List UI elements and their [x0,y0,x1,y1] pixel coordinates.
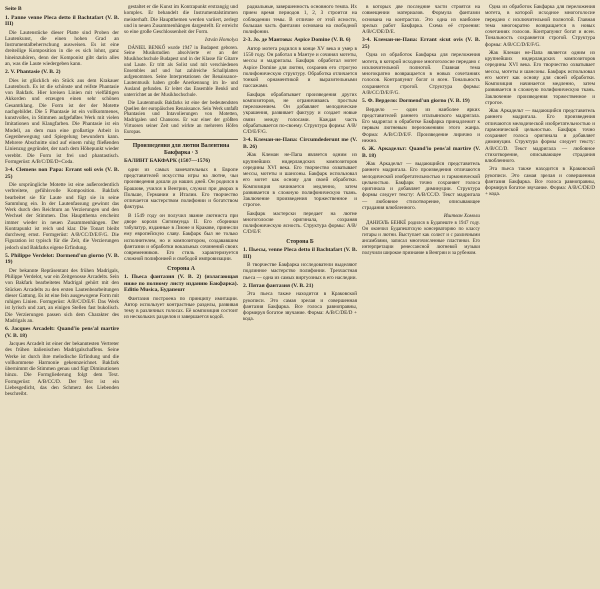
track-description: Die ursprüngliche Motette ist eine außerordentlich verbreitete, gefühlsvolle Komposition. Bakfark bearbeitet sie für Laute und fügt sie in seine Sammlung ein. In der Lautenfassung gewinnt das Werk durch den Reichtum an Verzierungen und den Wechsel der Stimmen. Das Hauptthema erscheint immer wieder in neuen Zusammenhängen. Der Kontrapunkt ist reich und klar. Die Tonart bleibt durchweg ernst. Formgerüst: A/B/CC/D/E/F/G. Die Figuration ist typisch für die Zeit, die Verzierungen jedoch sind Bakfarks eigene Erfindung. [5,182,119,251]
track-heading: 6. Jacques Arcadelt: Quand'io pens'al martire (V. B. 18) [5,326,119,339]
column-russian-1 [243,4,357,584]
body-paragraph: Эта пьеса также находится в Краковской рукописи. Это самая зрелая и совершенная фантазия Бакфарка. Все голоса равноправны, формируя богатое звучание. Форма: А/В/С/DE/D + кода. [485,166,595,198]
column-overflow [485,4,595,584]
body-paragraph: Жак Аркадельт — выдающийся представитель раннего мадригала. Его произведения отличаются мелодической изобретательностью и гармонической цельностью. Бакфарк точно сохраняет голоса оригинала и добавляет диминуции. Структура формы следует тексту: A/B/CC/D. Текст мадригала — любовное стихотворение, описывающее страдания влюбленного. [485,108,595,164]
track-heading: 1. Пьесы, venne Pleca detto il Bachtafart (V. B. III) [243,247,357,260]
track-heading: 2. Пятая фантазия (V. B. 21) [243,282,314,289]
track-description: В творчестве Бакфарка исследователи выделяют подлинное мастерство полифонии. Трехчастная пьеса — одна из самых виртуозных в его наследии. [243,262,357,281]
section-title: Произведения для лютни Валентина Бакфарка · 3 [132,143,230,156]
body-paragraph: В 1549 году он получил звание лютниста при дворе короля Сигизмунда II. Его сборники табулатур, изданные в Лионе и Кракове, принесли ему европейскую славу. Бакфарк был не только исполнителем, но и композитором, создававшим фантазии и обработки вокальных сочинений своих современников. Его стиль характеризуется сложной полифонией и свободой импровизации. [124,212,238,263]
track-heading: 3-4. Клеман-не-Папа: Errant sicut ovis (V. B. 25) [362,37,480,50]
column-russian-2 [362,4,480,584]
body-paragraph: Жак Клеман не-Папа является одним из крупнейших нидерландских композиторов середины XVI века. Его творчество охватывает мессы, мотеты и шансоны. Бакфарк использовал его мотет как основу для своей обработки. Композиция начинается медленно, затем развивается в сложную полифоническую ткань. Заключение произведения торжественное и строгое. [485,49,595,106]
track-description: Jacques Arcadelt ist einer der bekanntesten Vertreter des frühen italienischen Madrigalschaffens. Seine Werke ist durch ihre melodische Erfindung und die vollkommene Harmonie gekennzeichnet. Bakfark übernimmt die Stimmen genau und fügt Diminutionen hinzu. Die Formgliederung folgt dem Text. Formgerüst: A/B/CC/D. Der Text ist ein Liebesgedicht, das den Schmerz des Liebenden beschreibt. [5,341,119,397]
track-description: Автор мотета родился в конце XV века и умер в 1550 году. Он работал в Мантуе и сочинял мотеты, мессы и мадригалы. Бакфарк обработал мотет Aspice Domine для лютни, сохранив его строгую полифоническую структуру. Обработка отличается тонкой орнаментикой и выразительными пассажами. [243,45,357,90]
track-heading: 1. Пьеса фантазия (V. B. 2) (излагающая ниже по полному листу изданию Бакфарка). Editio Musica, Будапешт [124,274,238,294]
track-heading: 3-4. Clemens non Papa: Errant soli ovis (V. B. 25) [5,167,119,180]
track-description: Бакфарк мастерски передает на лютне многоголосие оригинала, сохраняя полифоническую ясность. Структура формы: А/В/С/D/E/F. [243,210,357,236]
body-paragraph: в которых две последние части строятся на совмещении материалов. Формула фантазии основана на контрастах. Это одна из наиболее зрелых работ Бакфарка. Схема её строения: A/B/C/DE/D/E. [362,4,480,35]
track-heading: 3-4. Клеман-не-Папа: Circumdederunt me (V. B. 26) [243,137,357,150]
track-heading: 2. V. Phantasie (V. B. 2) [5,69,61,75]
track-heading: 5. Philippe Verdelot: Dormend'un giorno (V. B. 19) [5,252,119,266]
performer-bio: ДАНИЭЛЬ БЕНКЁ родился в Будапеште в 1947 году. Он окончил Будапештскую консерваторию по классу гитары и лютни. Выступает как солист и с различными ансамблями, записал многочисленные пластинки. Его интерпретации ренессансной лютневой музыки получили широкое признание в Венгрии и за рубежом. [362,221,480,256]
track-description: Вердело — один из наиболее ярких представителей раннего итальянского мадригала. Его мадригал в обработке Бакфарка принадлежит к первым лютневым переложениям этого жанра. Форма: А/В/С/D/E/F. Произведение лирично и нежно. [362,106,480,144]
divider [124,139,238,140]
track-description: Фантазия построена по принципу имитации. Автор использует контрастные разделы, развивая тему в различных голосах. Её композиция состоит из нескольких разделов и завершается кодой. [124,295,238,321]
column-german-1 [5,4,119,584]
composer-heading: БАЛИНТ БАКФАРК (1507—1576) [124,158,211,165]
track-description: Жак Клеман не-Папа является одним из крупнейших нидерландских композиторов середины XVI века. Его творчество охватывает мессы, мотеты и шансоны. Бакфарк использовал его мотет как основу для своей обработки. Композиция начинается медленно, затем развивается в сложную полифоническую ткань. Заключение произведения торжественное и строгое. [243,152,357,209]
track-description: Dies ist glücklich ein Stück aus dem Krakauer Lautenbuch. Es ist die schönste und reifste Phantasie von Bakfark. Hier kreisen Linien mit vielfältigen Akkorden und erzeugen einen sehr schönen Gesamtklang. Die Form ist der der Motette nachgebildet. Die 5 Phantasie ist ein vollkommenes, kunstvolles, in Stimmen aufgefaßtes Werk mit vielen Imitationen und Klangfarben. Die Phantasie ist ein Modell, an dem man eine großartige Arbeit in Gegenbewegung und Spiegelung bewundern kann. Mehrere Abschnitte sind auf einem ruhig fließenden Linienzug gegründet, der nach dem Höhepunkt wieder verebbt. Die Form ist frei und phantastisch. Formgerüst: A/B/C/DE/D+Coda. [5,77,119,165]
side-heading: Сторона Б [286,238,314,245]
side-label: Seite B [5,6,22,12]
track-description: Die Lautenstücke dieser Platte sind Proben der Lautenkunst, die einen hohen Grad an Instrumentalbeherrschung ausweisen. Es ist eine dreiteilige Komposition in die es sich lohnt, ganz hineinzuhören, denn der Komponist gibt darin alles an, was die Laute wiedergeben kann. [5,29,119,67]
track-description: Эта пьеса также находится в Краковской рукописи. Это самая зрелая и совершенная фантазия Бакфарка. Все голоса равноправны, формируя богатое звучание. Форма: А/В/С/DE/D + кода. [243,291,357,323]
track-description: Бакфарк обрабатывает произведения других композиторов, не ограничиваясь простым переложением. Он добавляет мелодические украшения, развивает фактуру и создает новые связи между голосами. Каждая часть обрабатывается по-своему. Структура формы: А/В/С/D/E/F/G. [243,91,357,135]
track-description: Der bekannte Repräsentant des frühen Madrigals, Philippe Verdelot, war ein Zeitgenosse Arcadelts. Sein von Bakfark bearbeitetes Madrigal gehört mit den Stücken Arcadelts zu den ersten Lautenbearbeitungen dieser Gattung. Es ist eine fein ausgewogene Form mit ruhigen Linien. Formgerüst: A/B/C/D/E/F. Das Werk ist lyrisch und zart, an einigen Stellen fast bukolisch. Die Verzierungen passen sich dem Charakter des Madrigals an. [5,267,119,324]
performer-bio: DÁNIEL BENKŐ wurde 1947 in Budapest geboren. Seine Musikstudien absolvierte er an der Musikhochschule Budapest und in der Klasse für Gitarre und Laute. Er tritt als Solist und mit verschiedenen Ensembles auf und hat zahlreiche Schallplatten aufgenommen. Seine Interpretationen der Renaissance-Lautenmusik haben große Anerkennung im In- und Ausland gefunden. Er leitet das Ensemble Benkő und unterrichtet an der Musikhochschule. [124,45,238,98]
track-description: Одна из обработок Бакфарка для переложения мотета, в которой исходное многоголосие передано с исключительной полнотой. Главная тема многократно возвращается в новых сочетаниях голосов. Контрапункт богат и ясен. Тональность сохраняется строгой. Структура формы: A/B/CC/D/E/F/G. [362,52,480,96]
track-heading: 1. Pannе venne Pleca detto il Bachtafart (V. B. III) [5,14,119,27]
side-heading: Сторона А [167,265,195,272]
track-heading: 2-3. Jo. де Мантова: Aspice Domine (V. B. 6) [243,37,351,44]
body-paragraph: одни из самых замечательных в Европе представителей искусства игры на лютне, чьи произведения дошли до наших дней. Он родился в Брашове, учился в Венгрии, служил при дворах в Польше, Германии и Италии. Его творчество отличается мастерством полифонии и богатством фактуры. [124,166,238,211]
author-signature: István Homolya [205,37,238,44]
body-paragraph: радиальные, завершенность основного темпа. Их прием время периодов 1, 2, 3 строится на соблюдении темы. В отличие от этой ясности, большая часть фантазии основана на свободной полифонии. [243,4,357,35]
track-description: Жак Аркадельт — выдающийся представитель раннего мадригала. Его произведения отличаются мелодической изобретательностью и гармонической цельностью. Бакфарк точно сохраняет голоса оригинала и добавляет диминуции. Структура формы следует тексту: A/B/CC/D. Текст мадригала — любовное стихотворение, описывающее страдания влюбленного. [362,161,480,211]
body-paragraph: Одна из обработок Бакфарка для переложения мотета, в которой исходное многоголосие передано с исключительной полнотой. Главная тема многократно возвращается в новых сочетаниях голосов. Контрапункт богат и ясен. Тональность сохраняется строгой. Структура формы: A/B/CC/D/E/F/G. [485,4,595,48]
body-paragraph: Die Lautenmusik Bakfarks ist eine der bedeutendsten Quellen der europäischen Renaissance. Sein Werk umfaßt Phantasien und Intavolierungen von Motetten, Madrigalen und Chansons. Er war einer der größten Virtuosen seiner Zeit und wirkte an mehreren Höfen Europas. [124,100,238,136]
author-signature: Иштван Хомоли [443,213,480,219]
track-heading: 5. Ф. Вердело: Dormend'un giorno (V. B. 19) [362,98,470,104]
track-heading: 6. Ж. Аркадельт: Quand'io pens'al martire (V. B. 18) [362,146,480,159]
column-german-2 [124,4,238,584]
body-paragraph: gestaltet er die Kunst im Kontrapunkt erstrangig und komplex. Er behandelt die Instrumentalstimmen meisterhaft. Die Hauptthemen werden variiert, zerlegt und in neuen Zusammenhängen dargestellt. Er erreicht so eine große Geschlossenheit der Form. [124,4,238,35]
